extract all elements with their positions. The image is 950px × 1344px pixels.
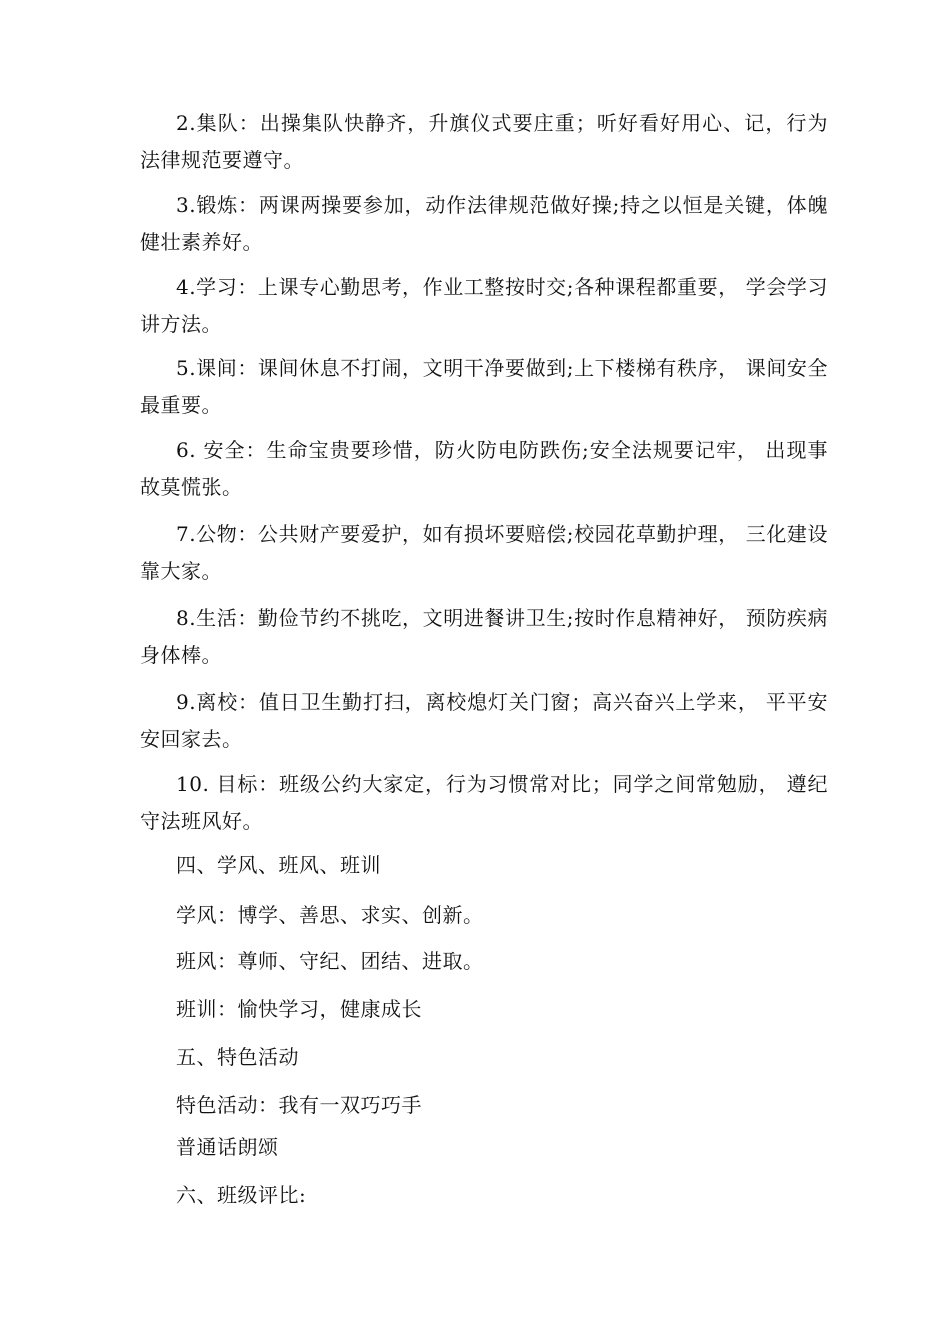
rule-3-exercise: 3.锻炼：两课两操要参加，动作法律规范做好操;持之以恒是关键，体魄健壮素养好。: [140, 193, 828, 254]
rule-7-public-property: 7.公物：公共财产要爱护，如有损坏要赔偿;校园花草勤护理， 三化建设靠大家。: [140, 522, 828, 583]
class-motto: 班训：愉快学习，健康成长: [176, 997, 422, 1021]
mandarin-recitation: 普通话朗颂: [176, 1135, 279, 1159]
rule-9-leaving-school: 9.离校：值日卫生勤打扫，离校熄灯关门窗；高兴奋兴上学来， 平平安安回家去。: [140, 690, 828, 751]
featured-activity: 特色活动：我有一双巧巧手: [176, 1093, 422, 1117]
study-style: 学风：博学、善思、求实、创新。: [176, 903, 484, 927]
class-style: 班风：尊师、守纪、团结、进取。: [176, 949, 484, 973]
section-6-heading: 六、班级评比:: [176, 1183, 307, 1207]
rule-10-goal: 10. 目标：班级公约大家定，行为习惯常对比；同学之间常勉励， 遵纪守法班风好。: [140, 772, 828, 833]
rule-2-assembly: 2.集队：出操集队快静齐，升旗仪式要庄重；听好看好用心、记，行为法律规范要遵守。: [140, 111, 828, 172]
rule-8-life: 8.生活：勤俭节约不挑吃，文明进餐讲卫生;按时作息精神好， 预防疾病身体棒。: [140, 606, 828, 667]
section-5-heading: 五、特色活动: [176, 1045, 299, 1069]
rule-4-study: 4.学习：上课专心勤思考，作业工整按时交;各种课程都重要， 学会学习讲方法。: [140, 275, 828, 336]
rule-5-break: 5.课间：课间休息不打闹，文明干净要做到;上下楼梯有秩序， 课间安全最重要。: [140, 356, 828, 417]
section-4-heading: 四、学风、班风、班训: [176, 853, 381, 877]
rule-6-safety: 6. 安全：生命宝贵要珍惜，防火防电防跌伤;安全法规要记牢， 出现事故莫慌张。: [140, 438, 828, 499]
